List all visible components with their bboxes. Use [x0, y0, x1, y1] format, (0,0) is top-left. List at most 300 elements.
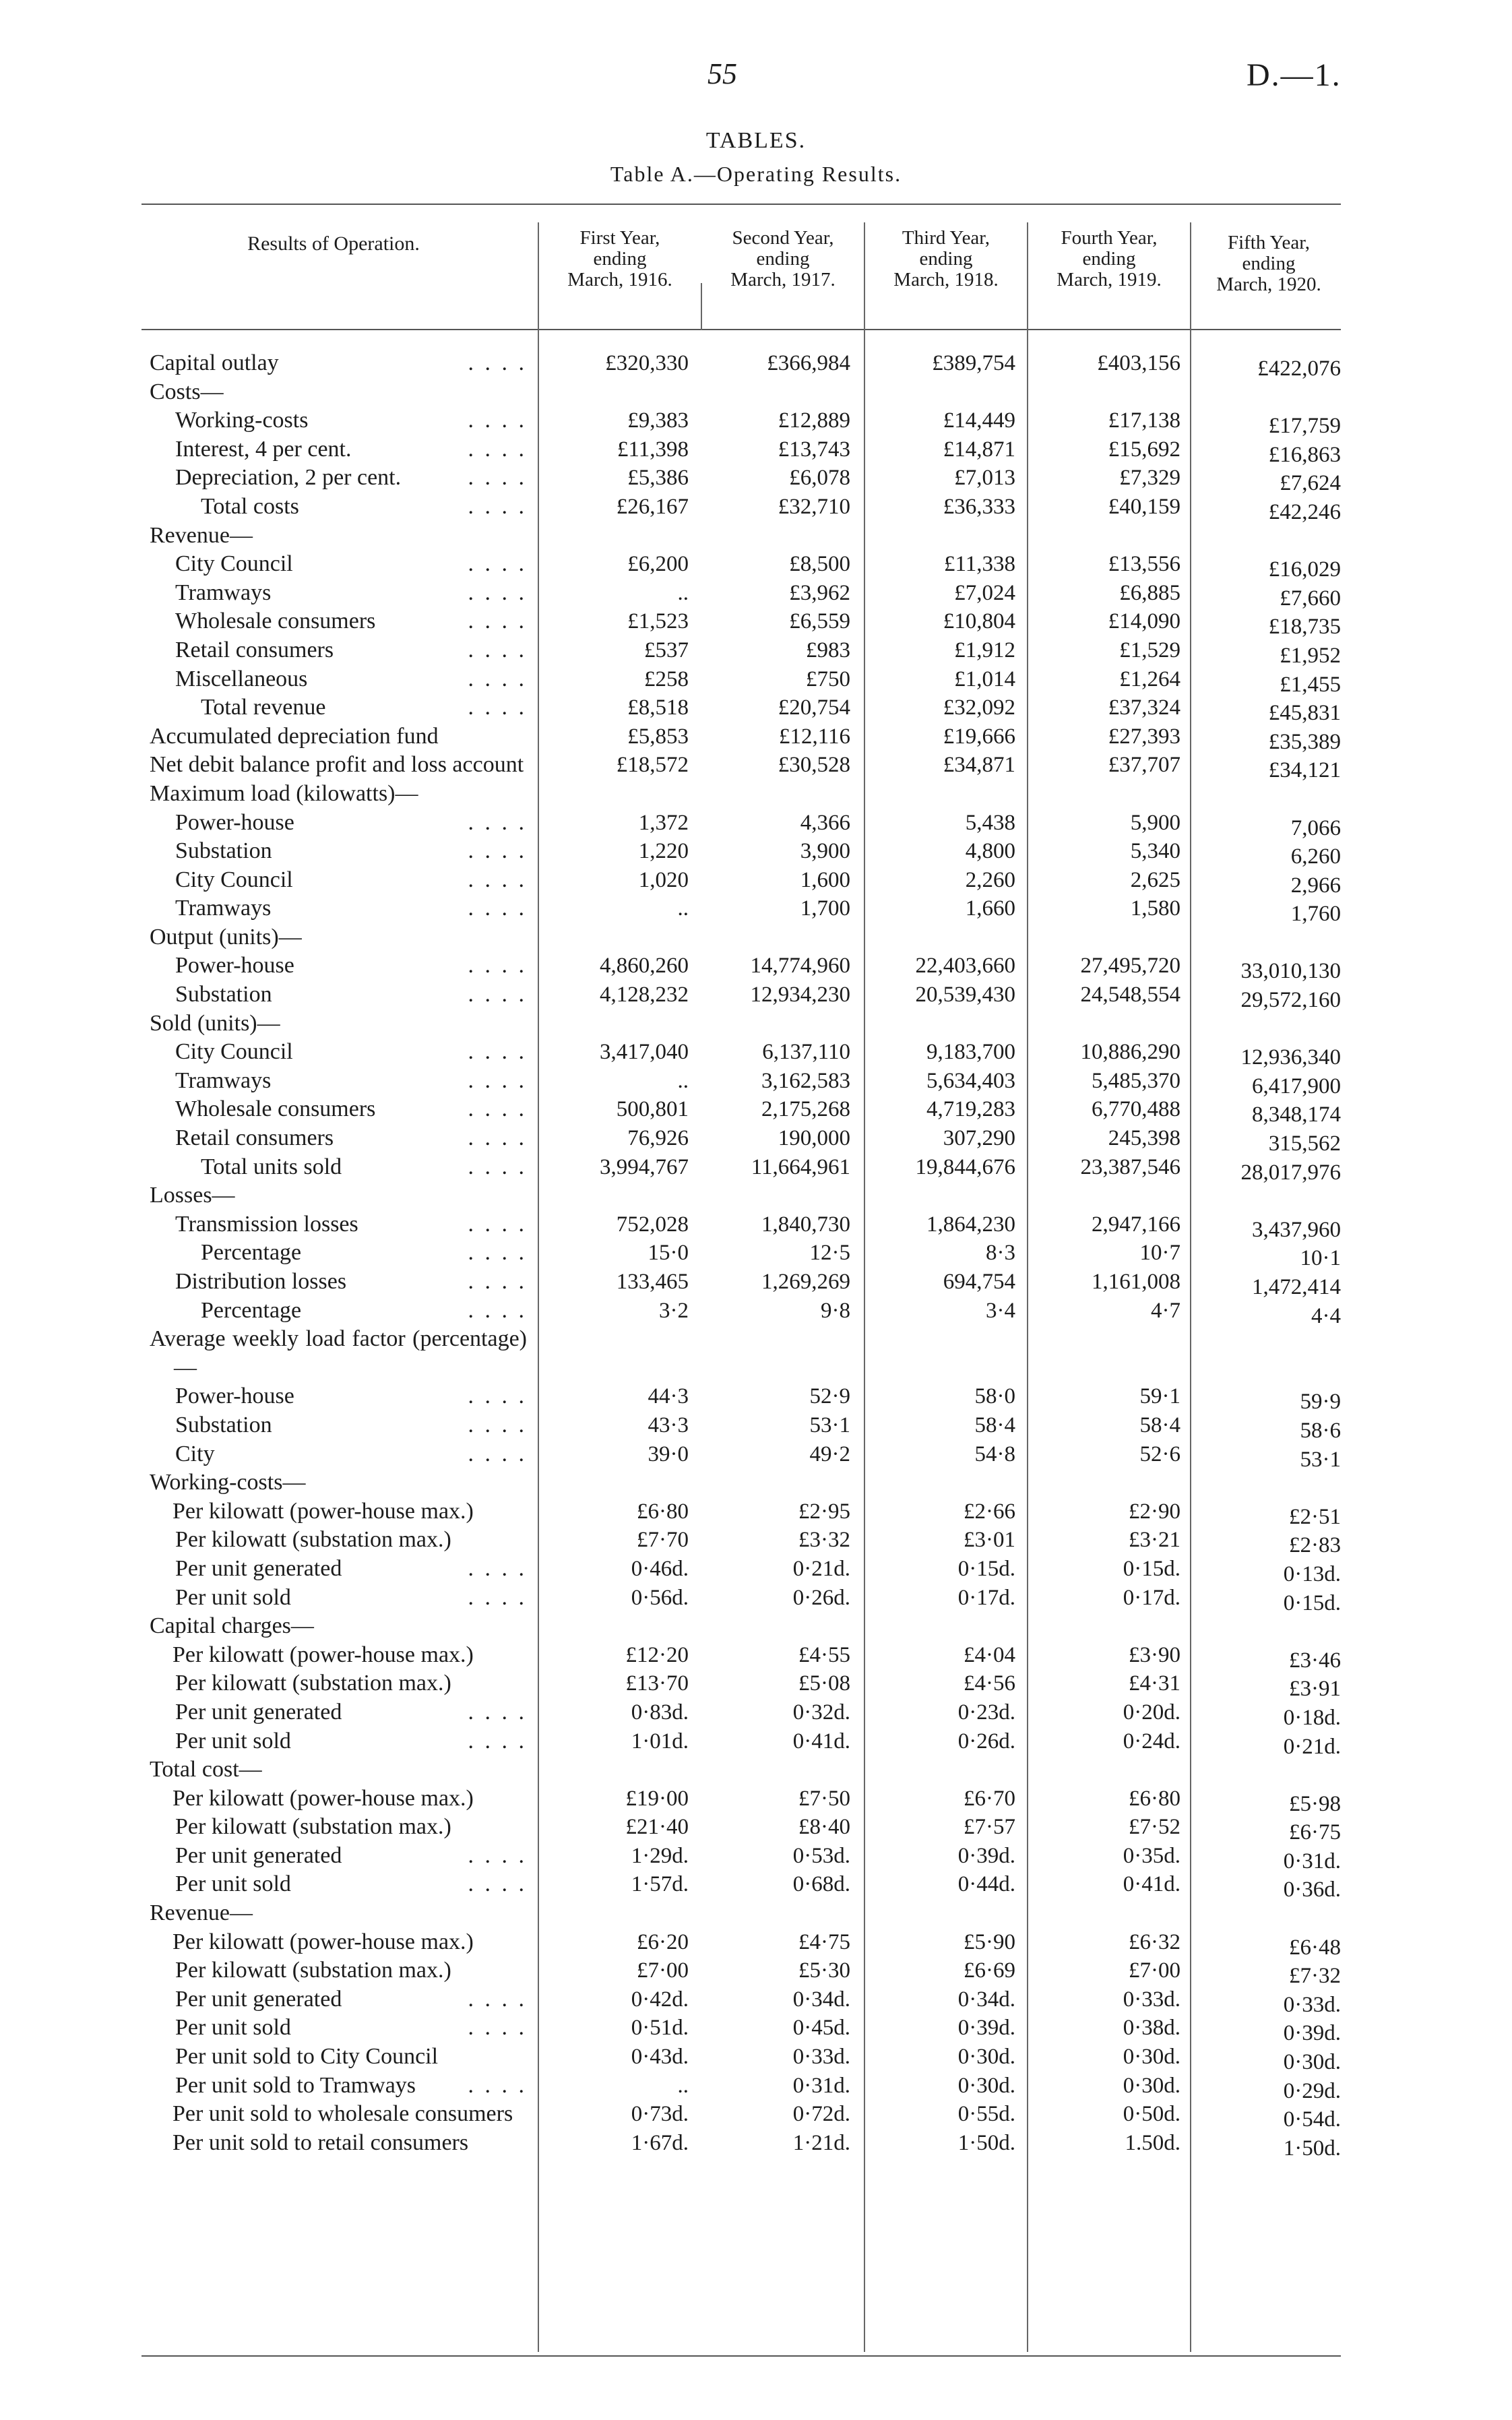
- row-label-text: Power-house: [175, 953, 294, 979]
- row-label: [150, 435, 527, 464]
- cell-year-5: £18,735: [1268, 615, 1341, 640]
- row-label-text: Percentage: [201, 1297, 302, 1323]
- cell-year-3: 0·26d.: [957, 1729, 1015, 1754]
- cell-year-5: 0·31d.: [1283, 1849, 1341, 1873]
- cell-year-1: 0·83d.: [631, 1700, 689, 1725]
- cell-year-2: £6,559: [789, 609, 850, 634]
- cell-year-1: £5,853: [627, 724, 689, 749]
- leader-dots: . . . .: [468, 551, 527, 577]
- row-label: [150, 1584, 527, 1613]
- row-label-text: Per kilowatt (substation max.): [175, 1958, 451, 1983]
- header-line: First Year,: [579, 227, 660, 249]
- cell-year-1: 15·0: [648, 1241, 689, 1266]
- row-label-text: Tramways: [175, 1067, 272, 1093]
- cell-year-2: 53·1: [809, 1413, 850, 1437]
- cell-year-4: 5,485,370: [1092, 1068, 1180, 1093]
- cell-year-2: 12·5: [809, 1241, 850, 1266]
- cell-year-3: 0·55d.: [957, 2102, 1015, 2127]
- cell-year-4: 10·7: [1139, 1241, 1180, 1266]
- cell-year-3: £11,338: [943, 552, 1015, 577]
- row-label: [150, 665, 527, 694]
- leader-dots: . . . .: [468, 1986, 527, 2012]
- row-label-text: Depreciation, 2 per cent.: [175, 465, 402, 491]
- cell-year-5: 4·4: [1311, 1303, 1341, 1328]
- row-label-text: Power-house: [175, 809, 294, 835]
- cell-year-3: £14,449: [943, 408, 1015, 433]
- table-row: [0, 1268, 1512, 1297]
- row-label: [150, 751, 527, 780]
- row-label: [150, 1468, 527, 1497]
- cell-year-3: 2,260: [965, 867, 1015, 892]
- cell-year-5: 0·36d.: [1283, 1878, 1341, 1902]
- cell-year-4: £37,324: [1108, 695, 1180, 720]
- column-header-fourth-year: [1032, 228, 1187, 290]
- cell-year-2: 3,900: [800, 839, 850, 864]
- leader-dots: . . . .: [468, 2072, 527, 2098]
- cell-year-5: £3·91: [1289, 1677, 1341, 1702]
- cell-year-4: £14,090: [1108, 609, 1180, 634]
- table-row: [0, 923, 1512, 952]
- cell-year-3: £389,754: [932, 351, 1015, 375]
- row-label: [150, 1325, 527, 1382]
- row-label-text: Retail consumers: [175, 1125, 334, 1151]
- cell-year-1: £19·00: [625, 1786, 689, 1811]
- table-row: [0, 1756, 1512, 1785]
- column-header-second-year: [705, 228, 860, 290]
- table-row: [0, 1526, 1512, 1558]
- row-label-text: Maximum load (kilowatts)—: [150, 780, 418, 806]
- cell-year-2: 3,162,583: [761, 1068, 850, 1093]
- cell-year-1: 4,128,232: [600, 983, 689, 1007]
- table-row: [0, 866, 1512, 898]
- leader-dots: . . . .: [468, 1125, 527, 1151]
- cell-year-2: £366,984: [767, 351, 850, 375]
- cell-year-4: £1,264: [1119, 666, 1180, 691]
- row-label: [150, 866, 527, 895]
- cell-year-1: 0·56d.: [631, 1585, 689, 1610]
- row-label: [150, 923, 527, 952]
- row-label: [150, 1239, 527, 1268]
- cell-year-2: 1,700: [800, 896, 850, 921]
- cell-year-3: 0·15d.: [957, 1556, 1015, 1581]
- cell-year-3: £2·66: [964, 1499, 1015, 1524]
- header-bottom-rule: [141, 329, 1341, 330]
- cell-year-1: £13·70: [625, 1671, 689, 1696]
- cell-year-4: 23,387,546: [1080, 1154, 1180, 1179]
- row-label-text: Per unit sold to Tramways: [175, 2072, 416, 2098]
- row-label-text: Per kilowatt (substation max.): [175, 1814, 451, 1840]
- cell-year-2: 2,175,268: [761, 1097, 850, 1122]
- cell-year-2: 11,664,961: [751, 1154, 850, 1179]
- cell-year-5: 28,017,976: [1240, 1160, 1341, 1185]
- row-label-text: Percentage: [201, 1240, 302, 1266]
- row-label: [150, 1813, 527, 1842]
- table-row: [0, 751, 1512, 783]
- table-row: [0, 550, 1512, 582]
- row-label: [150, 1038, 527, 1067]
- cell-year-5: 0·33d.: [1283, 1992, 1341, 2017]
- cell-year-5: 0·54d.: [1283, 2107, 1341, 2132]
- cell-year-3: £4·56: [964, 1671, 1015, 1696]
- cell-year-5: 315,562: [1268, 1131, 1341, 1156]
- cell-year-2: £8,500: [789, 552, 850, 577]
- cell-year-1: 1·01d.: [631, 1729, 689, 1754]
- cell-year-3: £1,912: [954, 638, 1015, 662]
- cell-year-2: £4·75: [798, 1929, 850, 1954]
- row-label-text: Miscellaneous: [175, 666, 308, 691]
- table-row: [0, 1239, 1512, 1271]
- row-label-text: Sold (units)—: [150, 1010, 280, 1036]
- row-label: [150, 1956, 527, 1985]
- cell-year-1: £320,330: [605, 351, 689, 375]
- cell-year-5: 12,936,340: [1240, 1045, 1341, 1070]
- row-label-text: Costs—: [150, 379, 224, 404]
- cell-year-4: 5,900: [1130, 810, 1180, 835]
- cell-year-1: ..: [677, 1068, 689, 1093]
- row-label: [150, 550, 527, 579]
- row-label: [150, 636, 527, 665]
- cell-year-3: 0·39d.: [957, 2016, 1015, 2041]
- cell-year-2: 0·32d.: [792, 1700, 850, 1725]
- cell-year-5: 33,010,130: [1240, 959, 1341, 984]
- row-label-text: Per unit sold: [175, 2015, 291, 2041]
- cell-year-3: 1,660: [965, 896, 1015, 921]
- row-label-text: Total cost—: [150, 1757, 262, 1782]
- cell-year-2: £12,889: [778, 408, 850, 433]
- cell-year-5: 6,417,900: [1252, 1074, 1341, 1098]
- row-label: [150, 1095, 527, 1124]
- row-label: [150, 1669, 527, 1698]
- page-title: TABLES.: [705, 128, 807, 153]
- cell-year-4: £3·90: [1129, 1642, 1180, 1667]
- table-row: [0, 1411, 1512, 1443]
- cell-year-4: £6,885: [1119, 580, 1180, 605]
- row-label-text: Wholesale consumers: [175, 1096, 376, 1122]
- cell-year-5: £7,624: [1280, 471, 1341, 496]
- leader-dots: . . . .: [468, 1412, 527, 1437]
- row-label: [150, 2129, 527, 2158]
- cell-year-3: £6·70: [964, 1786, 1015, 1811]
- header-line: March, 1918.: [893, 269, 999, 290]
- cell-year-1: £5,386: [627, 466, 689, 491]
- cell-year-4: £403,156: [1097, 351, 1180, 375]
- table-row: [0, 1095, 1512, 1127]
- row-label-text: Per kilowatt (substation max.): [175, 1671, 451, 1696]
- cell-year-3: £4·04: [964, 1642, 1015, 1667]
- header-line: Fifth Year,: [1227, 232, 1311, 253]
- cell-year-4: 0·50d.: [1123, 2102, 1180, 2127]
- cell-year-2: £7·50: [798, 1786, 850, 1811]
- row-label: [150, 1756, 527, 1785]
- row-label-text: Per unit sold to wholesale consumers: [172, 2101, 513, 2127]
- cell-year-5: £34,121: [1268, 758, 1341, 783]
- cell-year-5: 53·1: [1300, 1447, 1341, 1472]
- cell-year-3: 0·30d.: [957, 2045, 1015, 2070]
- row-label: [150, 1928, 527, 1957]
- leader-dots: . . . .: [468, 896, 527, 921]
- row-label-text: Tramways: [175, 896, 272, 921]
- row-label-text: Per unit sold: [175, 1728, 291, 1754]
- cell-year-1: £8,518: [627, 695, 689, 720]
- cell-year-5: £2·83: [1289, 1533, 1341, 1558]
- row-label: [150, 2043, 527, 2072]
- table-row: [0, 579, 1512, 611]
- cell-year-4: £7,329: [1119, 466, 1180, 491]
- cell-year-1: 1,220: [638, 839, 689, 864]
- row-label-text: Losses—: [150, 1183, 235, 1208]
- row-label-text: Revenue—: [150, 522, 253, 548]
- table-row: [0, 2043, 1512, 2075]
- cell-year-3: 4,800: [965, 839, 1015, 864]
- row-label: [150, 1612, 527, 1641]
- cell-year-2: 0·72d.: [792, 2102, 850, 2127]
- row-label-text: Per unit sold to retail consumers: [172, 2130, 469, 2155]
- cell-year-4: 52·6: [1139, 1441, 1180, 1466]
- row-label: [150, 1210, 527, 1239]
- table-row: [0, 2129, 1512, 2161]
- row-label-text: Interest, 4 per cent.: [175, 436, 352, 462]
- cell-year-2: 0·31d.: [792, 2073, 850, 2098]
- cell-year-4: £17,138: [1108, 408, 1180, 433]
- cell-year-1: 133,465: [616, 1270, 689, 1294]
- cell-year-1: 1,372: [638, 810, 689, 835]
- cell-year-1: £6·80: [637, 1499, 689, 1524]
- table-row: [0, 636, 1512, 668]
- cell-year-2: £5·08: [798, 1671, 850, 1696]
- cell-year-1: 3·2: [659, 1298, 689, 1323]
- row-label: [150, 1440, 527, 1469]
- row-label-text: Working-costs—: [150, 1470, 306, 1495]
- cell-year-5: 29,572,160: [1240, 988, 1341, 1013]
- table-row: [0, 1382, 1512, 1415]
- cell-year-4: 0·38d.: [1123, 2016, 1180, 2041]
- cell-year-3: 4,719,283: [926, 1097, 1015, 1122]
- cell-year-1: 0·42d.: [631, 1987, 689, 2012]
- table-row: [0, 378, 1512, 407]
- cell-year-4: 1,580: [1130, 896, 1180, 921]
- cell-year-2: 0·33d.: [792, 2045, 850, 2070]
- cell-year-4: £27,393: [1108, 724, 1180, 749]
- cell-year-4: 0·20d.: [1123, 1700, 1180, 1725]
- leader-dots: . . . .: [468, 1240, 527, 1266]
- cell-year-3: £34,871: [943, 753, 1015, 778]
- row-label-text: Revenue—: [150, 1900, 253, 1926]
- row-label-text: City Council: [175, 867, 293, 892]
- cell-year-4: £7·52: [1129, 1815, 1180, 1840]
- cell-year-1: ..: [677, 896, 689, 921]
- cell-year-1: £6·20: [637, 1929, 689, 1954]
- row-label: [150, 1526, 527, 1555]
- row-label: [150, 464, 527, 493]
- cell-year-3: 8·3: [986, 1241, 1015, 1266]
- row-label: [150, 1411, 527, 1440]
- cell-year-3: 9,183,700: [926, 1040, 1015, 1065]
- row-label-text: City Council: [175, 551, 293, 577]
- table-row: [0, 1067, 1512, 1096]
- leader-dots: . . . .: [468, 2015, 527, 2041]
- table-row: [0, 1038, 1512, 1070]
- leader-dots: . . . .: [468, 1584, 527, 1610]
- leader-dots: . . . .: [468, 1699, 527, 1725]
- cell-year-3: £7·57: [964, 1815, 1015, 1840]
- cell-year-5: £7·32: [1289, 1964, 1341, 1989]
- cell-year-1: 4,860,260: [600, 954, 689, 979]
- cell-year-2: 190,000: [778, 1126, 850, 1151]
- cell-year-1: 0·51d.: [631, 2016, 689, 2041]
- cell-year-4: 2,625: [1130, 867, 1180, 892]
- cell-year-5: 0·30d.: [1283, 2050, 1341, 2075]
- table-row: [0, 1669, 1512, 1702]
- table-row: [0, 780, 1512, 809]
- leader-dots: . . . .: [468, 838, 527, 864]
- cell-year-1: £6,200: [627, 552, 689, 577]
- table-row: [0, 1899, 1512, 1928]
- table-row: [0, 1727, 1512, 1759]
- cell-year-3: £3·01: [964, 1528, 1015, 1553]
- row-label: [150, 1727, 527, 1756]
- cell-year-2: 4,366: [800, 810, 850, 835]
- cell-year-3: £32,092: [943, 695, 1015, 720]
- cell-year-2: £983: [806, 638, 850, 662]
- table-row: [0, 435, 1512, 467]
- cell-year-4: £3·21: [1129, 1528, 1180, 1553]
- table-caption: Table A.—Operating Results.: [610, 162, 902, 186]
- row-label: [150, 780, 527, 809]
- cell-year-4: £40,159: [1108, 494, 1180, 519]
- leader-dots: . . . .: [468, 1154, 527, 1179]
- cell-year-2: 0·26d.: [792, 1585, 850, 1610]
- cell-year-5: £6·75: [1289, 1820, 1341, 1845]
- leader-dots: . . . .: [468, 867, 527, 892]
- cell-year-2: 12,934,230: [750, 983, 850, 1007]
- page-number: 55: [707, 57, 737, 90]
- table-row: [0, 1842, 1512, 1871]
- cell-year-4: 1,161,008: [1092, 1270, 1180, 1294]
- row-label-text: Substation: [175, 982, 272, 1007]
- cell-year-1: £1,523: [627, 609, 689, 634]
- table-row: [0, 1010, 1512, 1038]
- cell-year-5: £45,831: [1268, 701, 1341, 726]
- cell-year-1: £11,398: [617, 437, 689, 462]
- cell-year-1: 3,994,767: [600, 1154, 689, 1179]
- cell-year-3: 5,438: [965, 810, 1015, 835]
- row-label: [150, 981, 527, 1010]
- row-label: [150, 722, 527, 751]
- cell-year-4: 1.50d.: [1125, 2130, 1180, 2155]
- cell-year-4: 5,340: [1130, 839, 1180, 864]
- cell-year-1: 3,417,040: [600, 1040, 689, 1065]
- cell-year-2: 52·9: [809, 1384, 850, 1409]
- table-top-rule: [141, 204, 1341, 205]
- row-label: [150, 493, 527, 522]
- row-label-text: Power-house: [175, 1384, 294, 1409]
- header-line: ending: [919, 248, 973, 270]
- table-row: [0, 1555, 1512, 1584]
- row-label: [150, 406, 527, 435]
- table-row: [0, 894, 1512, 927]
- cell-year-1: £26,167: [616, 494, 689, 519]
- leader-dots: . . . .: [468, 809, 527, 835]
- row-label: [150, 1698, 527, 1727]
- cell-year-2: 0·45d.: [792, 2016, 850, 2041]
- cell-year-5: £2·51: [1289, 1504, 1341, 1529]
- cell-year-3: £14,871: [943, 437, 1015, 462]
- row-label: [150, 2014, 527, 2043]
- cell-year-3: 694,754: [943, 1270, 1015, 1294]
- cell-year-1: 1·29d.: [631, 1843, 689, 1868]
- row-label-text: Capital outlay: [150, 350, 279, 375]
- cell-year-4: £6·32: [1129, 1929, 1180, 1954]
- table-row: [0, 722, 1512, 754]
- cell-year-2: £13,743: [778, 437, 850, 462]
- table-row: [0, 406, 1512, 439]
- row-label-text: Output (units)—: [150, 924, 302, 950]
- row-label: [150, 894, 527, 923]
- cell-year-3: £7,013: [954, 466, 1015, 491]
- leader-dots: . . . .: [468, 1441, 527, 1466]
- cell-year-3: 19,844,676: [915, 1154, 1015, 1179]
- cell-year-1: £9,383: [627, 408, 689, 433]
- cell-year-5: 1,472,414: [1252, 1275, 1341, 1299]
- leader-dots: . . . .: [468, 493, 527, 519]
- cell-year-1: £7·70: [637, 1528, 689, 1553]
- header-line: ending: [1242, 253, 1296, 274]
- row-label-text: City: [175, 1441, 215, 1466]
- row-label: [150, 607, 527, 636]
- table-row: [0, 1785, 1512, 1816]
- row-label-text: Substation: [175, 1412, 272, 1437]
- row-label-text: City Council: [175, 1039, 293, 1065]
- cell-year-1: 76,926: [627, 1126, 689, 1151]
- header-line: Third Year,: [902, 227, 990, 249]
- cell-year-1: £7·00: [637, 1958, 689, 1983]
- cell-year-3: £6·69: [964, 1958, 1015, 1983]
- cell-year-3: 54·8: [974, 1441, 1015, 1466]
- row-label-text: Working-costs: [175, 408, 309, 433]
- row-label-text: Tramways: [175, 580, 272, 605]
- table-row: [0, 1870, 1512, 1902]
- cell-year-3: 0·44d.: [957, 1872, 1015, 1897]
- cell-year-1: 0·73d.: [631, 2102, 689, 2127]
- row-label-text: Per kilowatt (power-house max.): [172, 1929, 474, 1954]
- cell-year-5: 0·18d.: [1283, 1705, 1341, 1730]
- cell-year-2: 0·21d.: [792, 1556, 850, 1581]
- row-label-text: Capital charges—: [150, 1613, 314, 1639]
- cell-year-1: £537: [644, 638, 689, 662]
- row-label: [150, 349, 527, 378]
- leader-dots: . . . .: [468, 408, 527, 433]
- leader-dots: . . . .: [468, 1039, 527, 1065]
- leader-dots: . . . .: [468, 1555, 527, 1581]
- table-row: [0, 1124, 1512, 1156]
- row-label: [150, 579, 527, 608]
- column-header-third-year: [869, 228, 1023, 290]
- table-row: [0, 2100, 1512, 2132]
- cell-year-2: £6,078: [789, 466, 850, 491]
- row-label-text: Total units sold: [201, 1154, 342, 1179]
- cell-year-1: 44·3: [648, 1384, 689, 1409]
- cell-year-2: £20,754: [778, 695, 850, 720]
- cell-year-1: 0·46d.: [631, 1556, 689, 1581]
- leader-dots: . . . .: [468, 609, 527, 634]
- table-row: [0, 522, 1512, 551]
- cell-year-2: 14,774,960: [750, 954, 850, 979]
- table-row: [0, 2072, 1512, 2101]
- cell-year-5: £1,952: [1280, 643, 1341, 668]
- cell-year-3: £5·90: [964, 1929, 1015, 1954]
- table-row: [0, 1813, 1512, 1845]
- row-header-label: Results of Operation.: [247, 232, 420, 255]
